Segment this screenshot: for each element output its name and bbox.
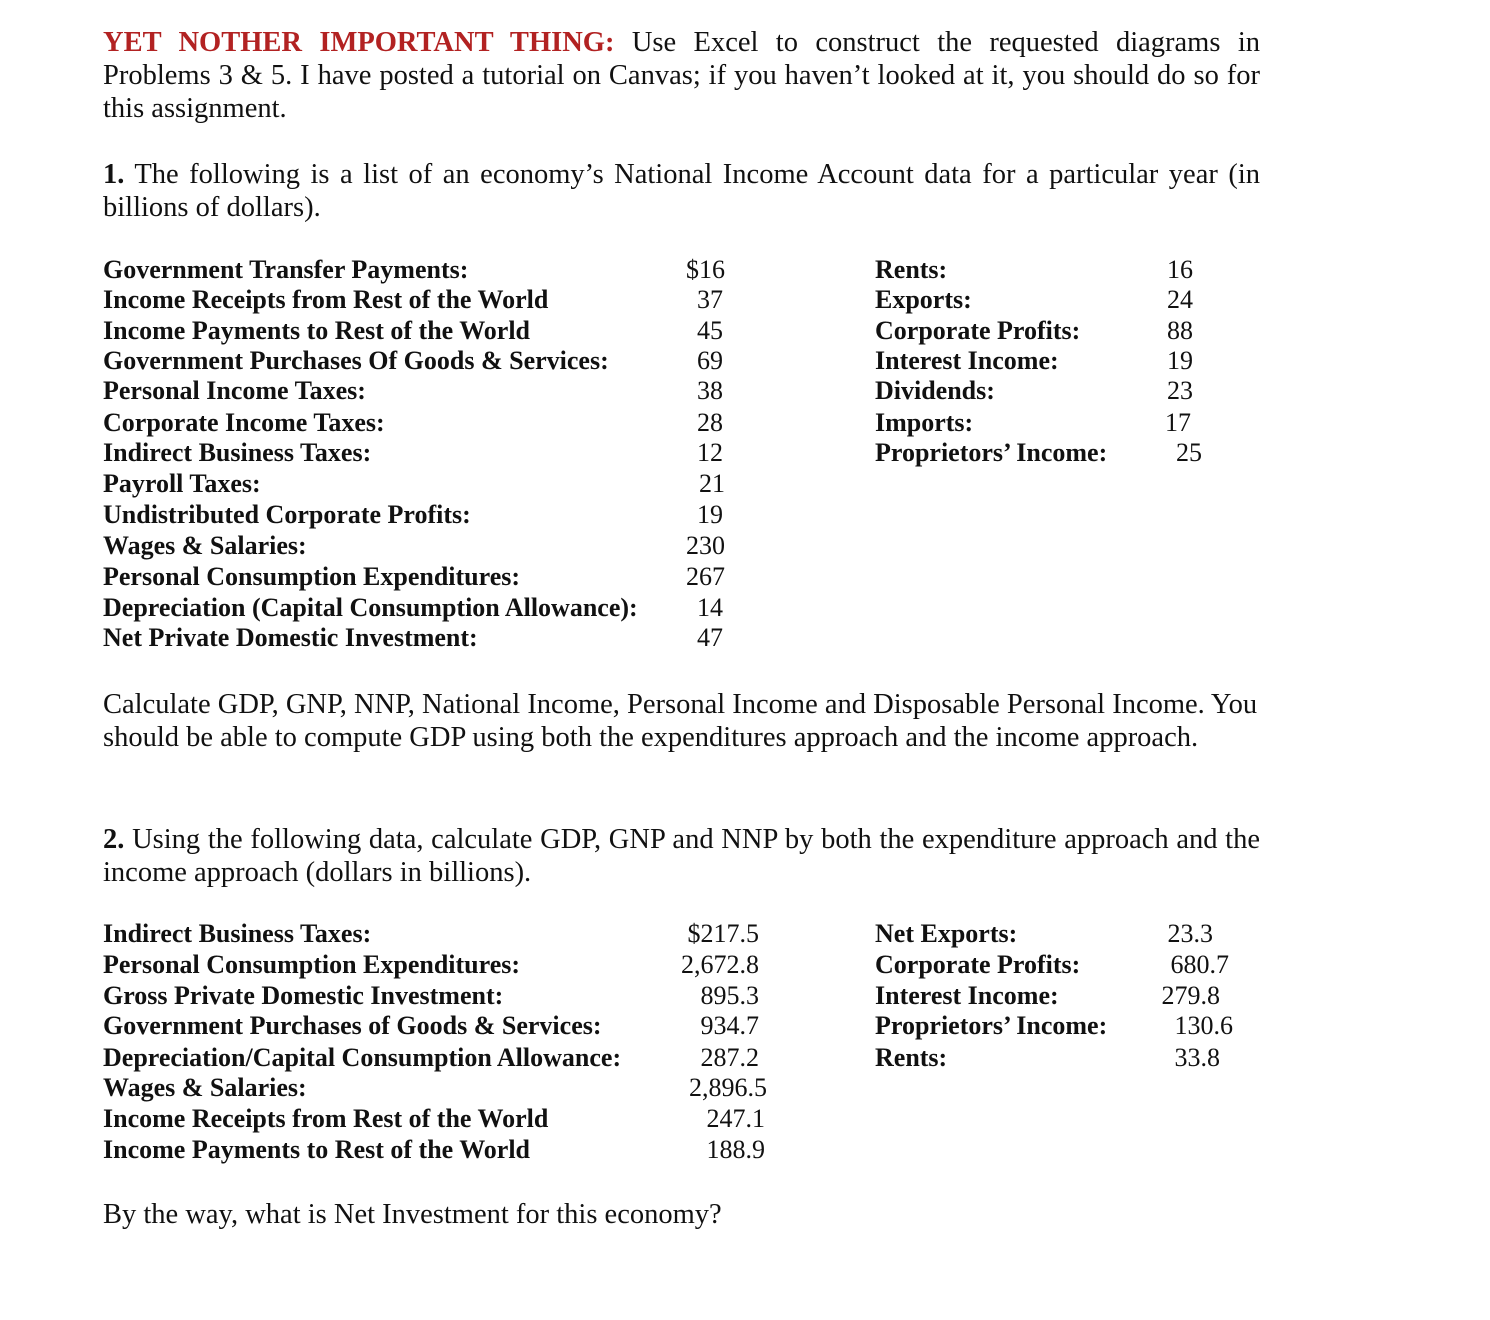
list-item-value: 2,896.5 <box>689 1073 767 1102</box>
list-item-label: Rents: <box>875 1043 948 1072</box>
list-item-label: Wages & Salaries: <box>103 1073 307 1102</box>
list-item-label: Government Transfer Payments: <box>103 255 469 284</box>
list-item-label: Income Receipts from Rest of the World <box>103 285 549 314</box>
list-item-value: 19 <box>1167 346 1193 375</box>
list-item-value: 23.3 <box>1167 919 1213 948</box>
list-item-label: Income Payments to Rest of the World <box>103 1135 531 1164</box>
problem1-instructions: Calculate GDP, GNP, NNP, National Income, Personal Income and Disposable Personal Income. You should be able to compute GDP using both the expenditures approach and the income approach. <box>103 689 1258 753</box>
list-item-value: 188.9 <box>706 1135 765 1164</box>
list-item-label: Rents: <box>875 255 948 284</box>
list-item-label: Depreciation (Capital Consumption Allowance): <box>103 593 638 622</box>
list-item-label: Interest Income: <box>875 981 1059 1010</box>
list-item-label: Indirect Business Taxes: <box>103 438 372 467</box>
list-item-value: 23 <box>1167 376 1193 405</box>
list-item-value: 19 <box>697 500 723 529</box>
list-item-label: Corporate Income Taxes: <box>103 408 385 437</box>
list-item-label: Government Purchases of Goods & Services: <box>103 1011 602 1040</box>
list-item-value: 47 <box>697 623 723 652</box>
problem1-text: The following is a list of an economy’s National Income Account data for a particular year (in billions of dollars). <box>103 159 1260 223</box>
list-item-value: 38 <box>697 376 723 405</box>
list-item-label: Depreciation/Capital Consumption Allowance: <box>103 1043 622 1072</box>
list-item-label: Proprietors’ Income: <box>875 1011 1108 1040</box>
list-item-value: 267 <box>686 562 725 591</box>
list-item-value: 14 <box>697 593 723 622</box>
list-item-label: Net Exports: <box>875 919 1018 948</box>
list-item-label: Interest Income: <box>875 346 1059 375</box>
list-item-value: 88 <box>1167 316 1193 345</box>
list-item-label: Corporate Profits: <box>875 950 1081 979</box>
list-item-value: 895.3 <box>700 981 759 1010</box>
list-item-label: Undistributed Corporate Profits: <box>103 500 471 529</box>
list-item-label: Gross Private Domestic Investment: <box>103 981 504 1010</box>
list-item-value: 37 <box>697 285 723 314</box>
problem2-statement <box>103 823 1260 889</box>
list-item-value: 12 <box>697 438 723 467</box>
list-item-value: 2,672.8 <box>681 950 759 979</box>
list-item-label: Imports: <box>875 408 974 437</box>
list-item-label: Indirect Business Taxes: <box>103 919 372 948</box>
list-item-value: 45 <box>697 316 723 345</box>
list-item-label: Proprietors’ Income: <box>875 438 1108 467</box>
problem2-text: Using the following data, calculate GDP, GNP and NNP by both the expenditure approach and the income approach (dollars in billions). <box>103 824 1260 888</box>
list-item-label: Income Receipts from Rest of the World <box>103 1104 549 1133</box>
list-item-value: 33.8 <box>1174 1043 1220 1072</box>
list-item-value: 279.8 <box>1161 981 1220 1010</box>
list-item-value: 247.1 <box>706 1104 765 1133</box>
list-item-value: 24 <box>1167 285 1193 314</box>
list-item-label: Personal Income Taxes: <box>103 376 366 405</box>
problem2-question: By the way, what is Net Investment for this economy? <box>103 1199 722 1230</box>
list-item-label: Wages & Salaries: <box>103 531 307 560</box>
list-item-value: 287.2 <box>700 1043 759 1072</box>
list-item-value: 934.7 <box>700 1011 759 1040</box>
list-item-label: Corporate Profits: <box>875 316 1081 345</box>
intro-paragraph <box>103 26 1260 125</box>
list-item-value: 17 <box>1165 408 1191 437</box>
list-item-label: Income Payments to Rest of the World <box>103 316 531 345</box>
list-item-label: Dividends: <box>875 376 995 405</box>
list-item-label: Exports: <box>875 285 972 314</box>
list-item-value: $217.5 <box>687 919 759 948</box>
list-item-label: Government Purchases Of Goods & Services: <box>103 346 609 375</box>
list-item-label: Personal Consumption Expenditures: <box>103 950 521 979</box>
problem1-statement <box>103 158 1260 224</box>
list-item-label: Net Private Domestic Investment: <box>103 623 478 652</box>
intro-text: Use Excel to construct the requested diagrams in Problems 3 & 5. I have posted a tutorial on Canvas; if you haven’t looked at it, you should do so for this assignment. <box>103 27 1260 124</box>
list-item-label: Payroll Taxes: <box>103 469 261 498</box>
list-item-value: $16 <box>686 255 725 284</box>
list-item-label: Personal Consumption Expenditures: <box>103 562 521 591</box>
list-item-value: 130.6 <box>1174 1011 1233 1040</box>
list-item-value: 230 <box>686 531 725 560</box>
problem2-number: 2. <box>103 824 125 855</box>
list-item-value: 69 <box>697 346 723 375</box>
list-item-value: 25 <box>1176 438 1202 467</box>
list-item-value: 28 <box>697 408 723 437</box>
list-item-value: 16 <box>1167 255 1193 284</box>
problem1-number: 1. <box>103 159 125 190</box>
list-item-value: 21 <box>699 469 725 498</box>
list-item-value: 680.7 <box>1170 950 1229 979</box>
important-heading: YET NOTHER IMPORTANT THING: <box>103 27 615 58</box>
